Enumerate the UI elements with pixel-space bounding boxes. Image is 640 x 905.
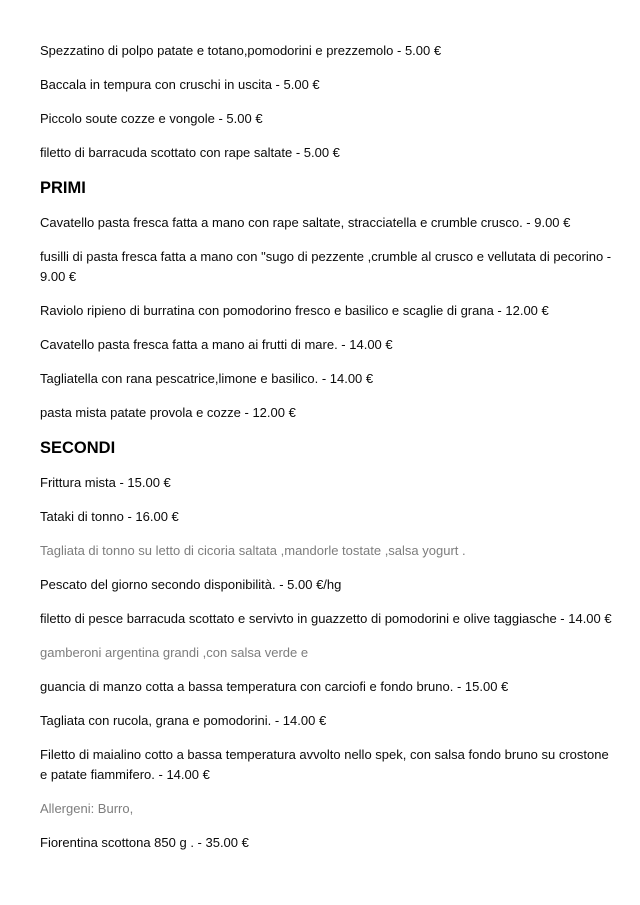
section-heading-secondi: SECONDI — [40, 439, 116, 457]
menu-item: Cavatello pasta fresca fatta a mano ai frutti di mare. - 14.00 € — [40, 337, 393, 352]
menu-item: fusilli di pasta fresca fatta a mano con "sugo di pezzente ,crumble al crusco e vellutata di pecorino - 9.00 € — [40, 249, 612, 284]
menu-item-description: Tagliata di tonno su letto di cicoria saltata ,mandorle tostate ,salsa yogurt . — [40, 543, 466, 558]
menu-item: Filetto di maialino cotto a bassa temperatura avvolto nello spek, con salsa fondo bruno su crostone e patate fiammifero. - 14.00 € — [40, 747, 609, 782]
menu-item: guancia di manzo cotta a bassa temperatura con carciofi e fondo bruno. - 15.00 € — [40, 679, 509, 694]
menu-item: Frittura mista - 15.00 € — [40, 475, 171, 490]
menu-item: Piccolo soute cozze e vongole - 5.00 € — [40, 111, 263, 126]
menu-item: filetto di barracuda scottato con rape saltate - 5.00 € — [40, 145, 340, 160]
menu-item: Cavatello pasta fresca fatta a mano con rape saltate, stracciatella e crumble crusco. - 9.00 € — [40, 215, 571, 230]
menu-item: Tataki di tonno - 16.00 € — [40, 509, 179, 524]
menu-item: filetto di pesce barracuda scottato e servivto in guazzetto di pomodorini e olive taggiasche - 14.00 € — [40, 611, 612, 626]
menu-item: Tagliatella con rana pescatrice,limone e basilico. - 14.00 € — [40, 371, 374, 386]
menu-item: Spezzatino di polpo patate e totano,pomodorini e prezzemolo - 5.00 € — [40, 43, 442, 58]
menu-item-description: gamberoni argentina grandi ,con salsa verde e — [40, 645, 309, 660]
menu-item: Tagliata con rucola, grana e pomodorini. - 14.00 € — [40, 713, 327, 728]
allergens-note: Allergeni: Burro, — [40, 801, 134, 816]
menu-item: Fiorentina scottona 850 g . - 35.00 € — [40, 835, 249, 850]
section-heading-primi: PRIMI — [40, 179, 86, 197]
menu-item: pasta mista patate provola e cozze - 12.00 € — [40, 405, 296, 420]
menu-item: Pescato del giorno secondo disponibilità. - 5.00 €/hg — [40, 577, 342, 592]
menu-item: Raviolo ripieno di burratina con pomodorino fresco e basilico e scaglie di grana - 12.00 € — [40, 303, 549, 318]
menu-item: Baccala in tempura con cruschi in uscita - 5.00 € — [40, 77, 320, 92]
